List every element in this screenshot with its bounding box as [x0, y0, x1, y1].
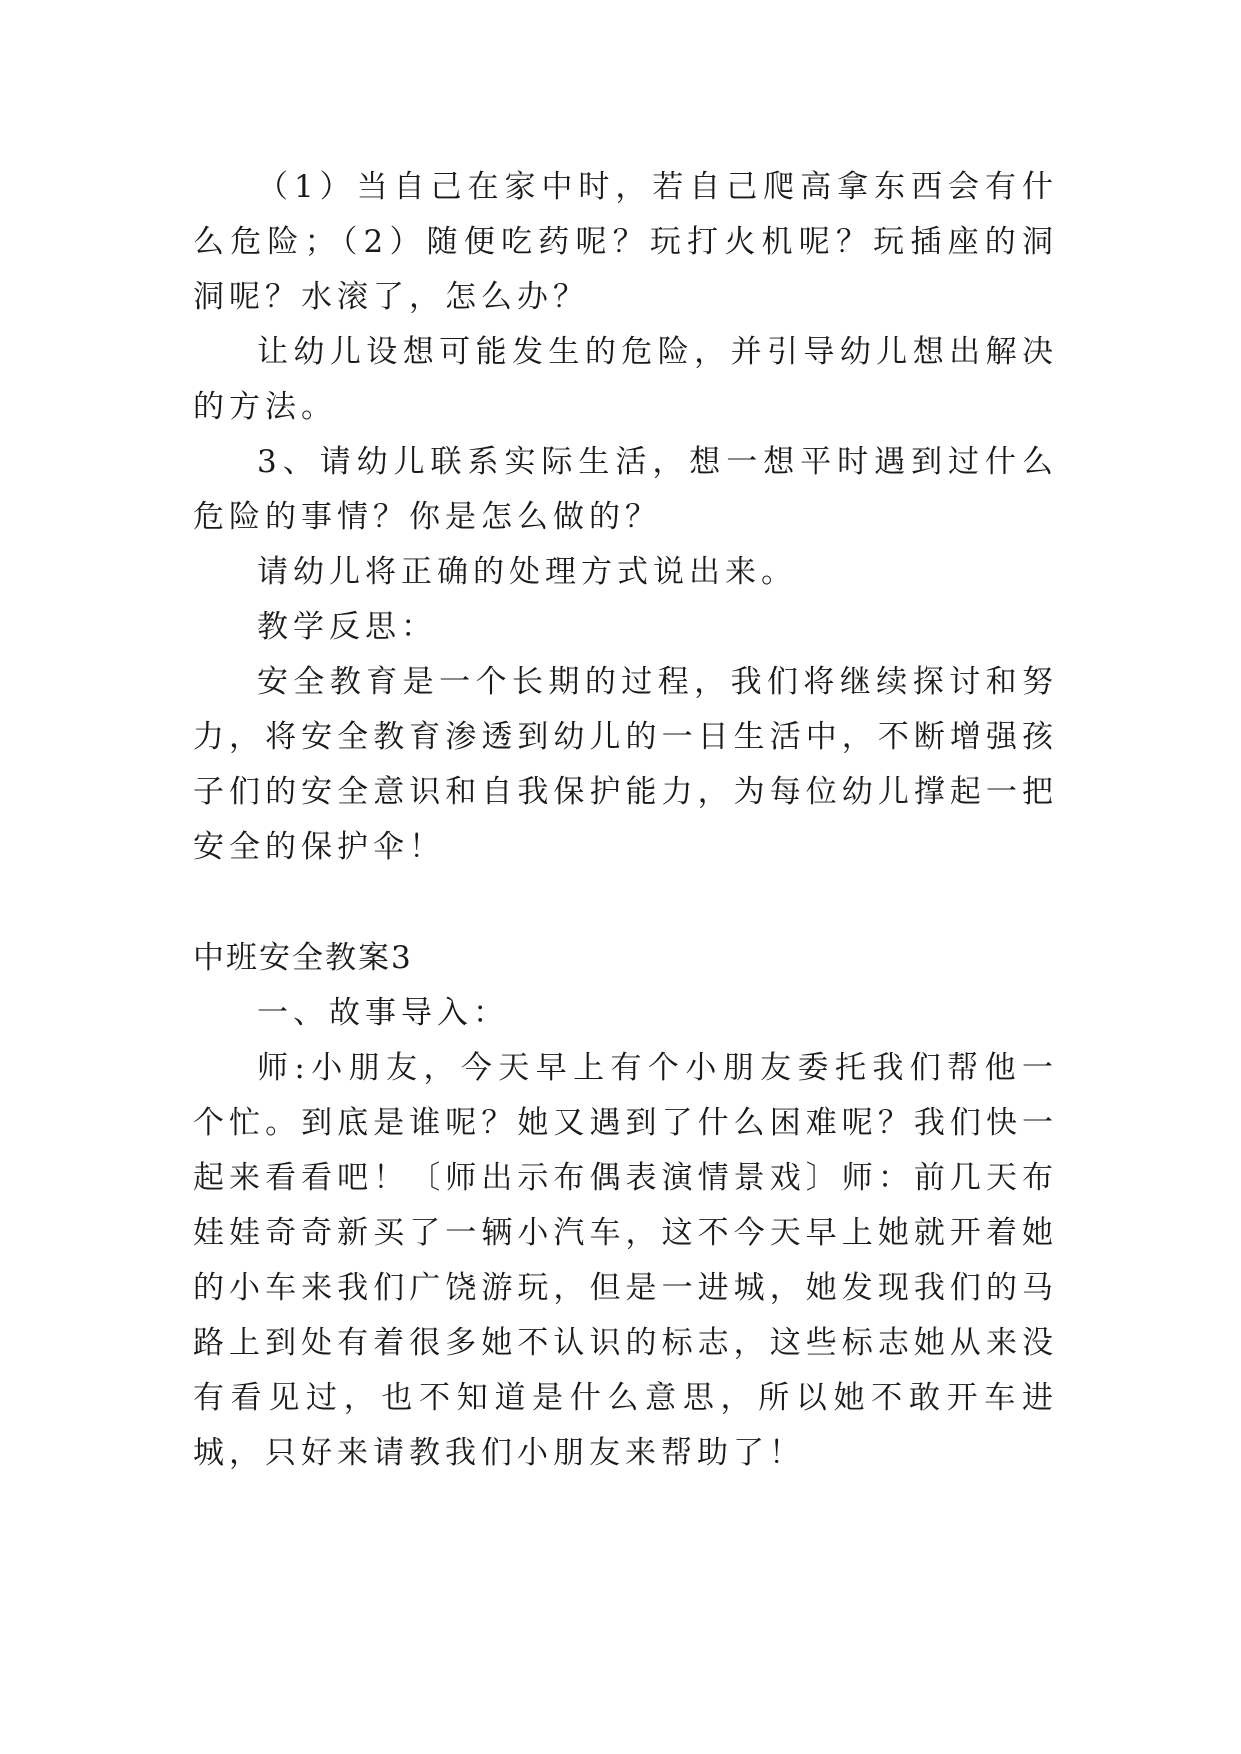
- paragraph-reflection-label: 教学反思：: [257, 609, 437, 645]
- paragraph-imagine-dangers: 让幼儿设想可能发生的危险，并引导幼儿想出解决的方法。: [193, 334, 1058, 425]
- document-body: [193, 160, 1058, 1481]
- paragraph-danger-questions: （1）当自己在家中时，若自己爬高拿东西会有什么危险；（2）随便吃药呢？玩打火机呢？玩插座的洞洞呢？水滚了，怎么办？: [193, 169, 1058, 315]
- paragraph-reflection-body: 安全教育是一个长期的过程，我们将继续探讨和努力，将安全教育渗透到幼儿的一日生活中，不断增强孩子们的安全意识和自我保护能力，为每位幼儿撑起一把安全的保护伞！: [193, 664, 1058, 865]
- paragraph-story-body: 师:小朋友，今天早上有个小朋友委托我们帮他一个忙。到底是谁呢？她又遇到了什么困难呢？我们快一起来看看吧！〔师出示布偶表演情景戏〕师：前几天布娃娃奇奇新买了一辆小汽车，这不今天早上她就开着她的小车来我们广饶游玩，但是一进城，她发现我们的马路上到处有着很多她不认识的标志，这些标志她从来没有看见过，也不知道是什么意思，所以她不敢开车进城，只好来请教我们小朋友来帮助了！: [193, 1050, 1058, 1471]
- paragraph-story-intro-label: 一、故事导入：: [257, 995, 509, 1031]
- section-spacer: [193, 875, 1058, 931]
- section-title: 中班安全教案3: [193, 940, 413, 976]
- paragraph-correct-handling: 请幼儿将正确的处理方式说出来。: [257, 554, 797, 590]
- paragraph-real-life: 3、请幼儿联系实际生活，想一想平时遇到过什么危险的事情？你是怎么做的？: [193, 444, 1058, 535]
